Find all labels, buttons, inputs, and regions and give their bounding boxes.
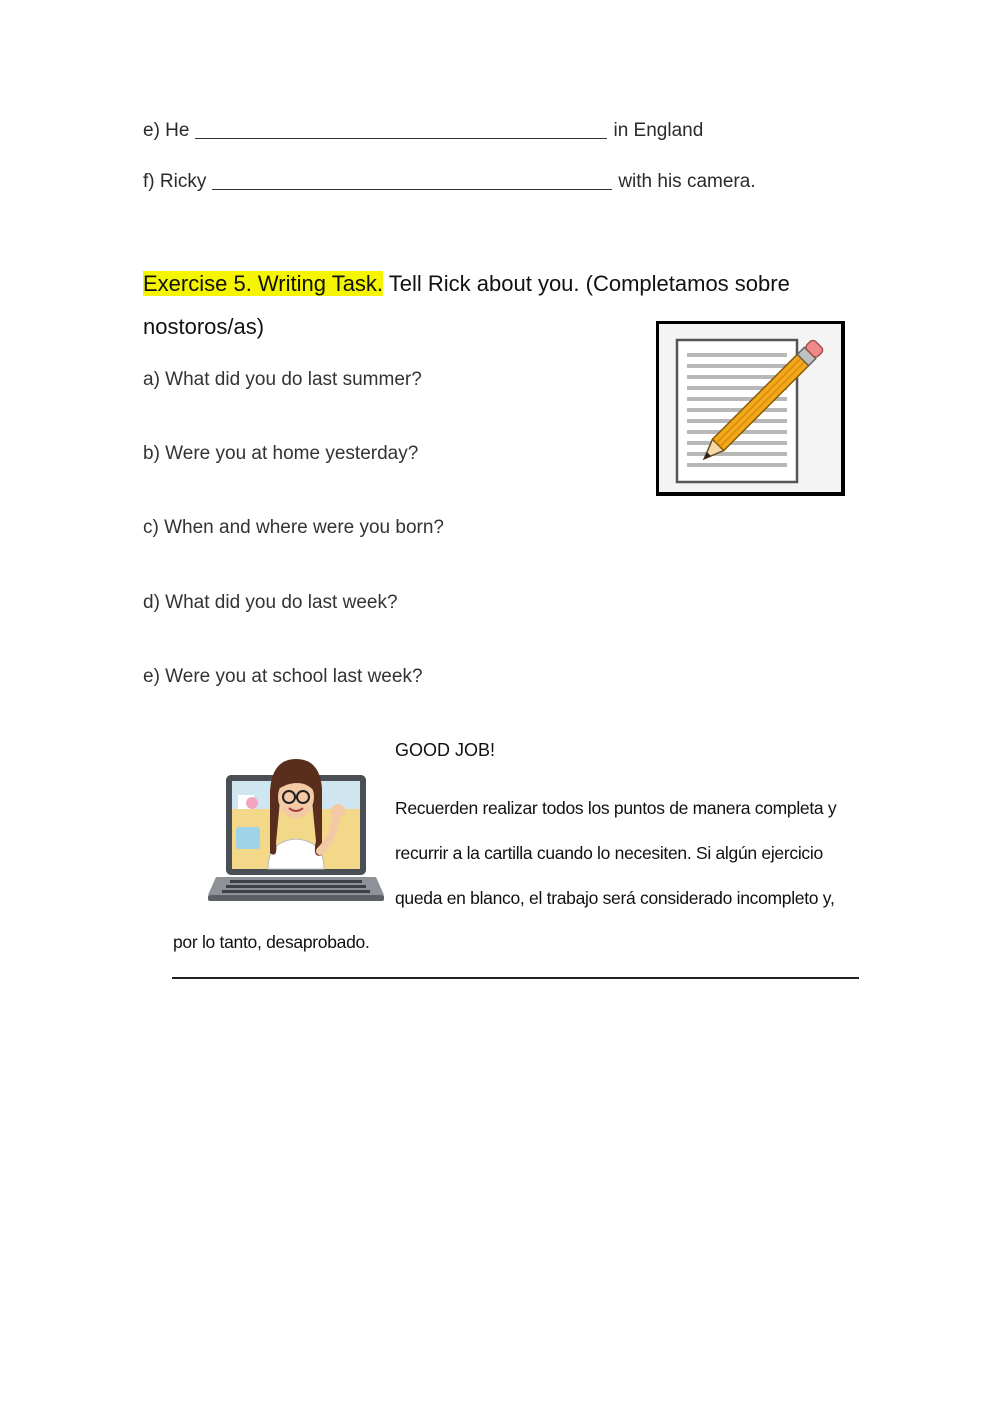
good-job-text: GOOD JOB! [395, 740, 496, 760]
teacher-laptop-icon [208, 755, 384, 905]
fill-in-f [143, 171, 756, 193]
fill-in-f-label: f) Ricky [143, 171, 207, 192]
exercise5-title-highlight: Exercise 5. Writing Task. [143, 271, 384, 296]
note-line-4: por lo tanto, desaprobado. [173, 932, 370, 952]
notepad-pencil-icon [656, 321, 846, 499]
note-line-3: queda en blanco, el trabajo será considerado incompleto y, [395, 888, 835, 908]
fill-in-e-label: e) He [143, 120, 190, 141]
exercise5-title [143, 271, 790, 297]
fill-in-f-blank[interactable] [212, 189, 612, 190]
bottom-divider [172, 977, 859, 979]
fill-in-e-end: in England [613, 120, 704, 141]
question-c: c) When and where were you born? [143, 517, 444, 538]
question-a: a) What did you do last summer? [143, 369, 422, 390]
question-d: d) What did you do last week? [143, 592, 398, 613]
question-b: b) Were you at home yesterday? [143, 443, 419, 464]
question-e: e) Were you at school last week? [143, 666, 423, 687]
exercise5-title-line2: nostoros/as) [143, 314, 265, 339]
note-line-2: recurrir a la cartilla cuando lo necesiten. Si algún ejercicio [395, 843, 823, 863]
fill-in-e [143, 120, 703, 142]
fill-in-f-end: with his camera. [618, 171, 756, 192]
note-line-1: Recuerden realizar todos los puntos de manera completa y [395, 798, 837, 818]
fill-in-e-blank[interactable] [195, 138, 607, 139]
exercise5-title-rest: Tell Rick about you. (Completamos sobre [388, 271, 790, 296]
